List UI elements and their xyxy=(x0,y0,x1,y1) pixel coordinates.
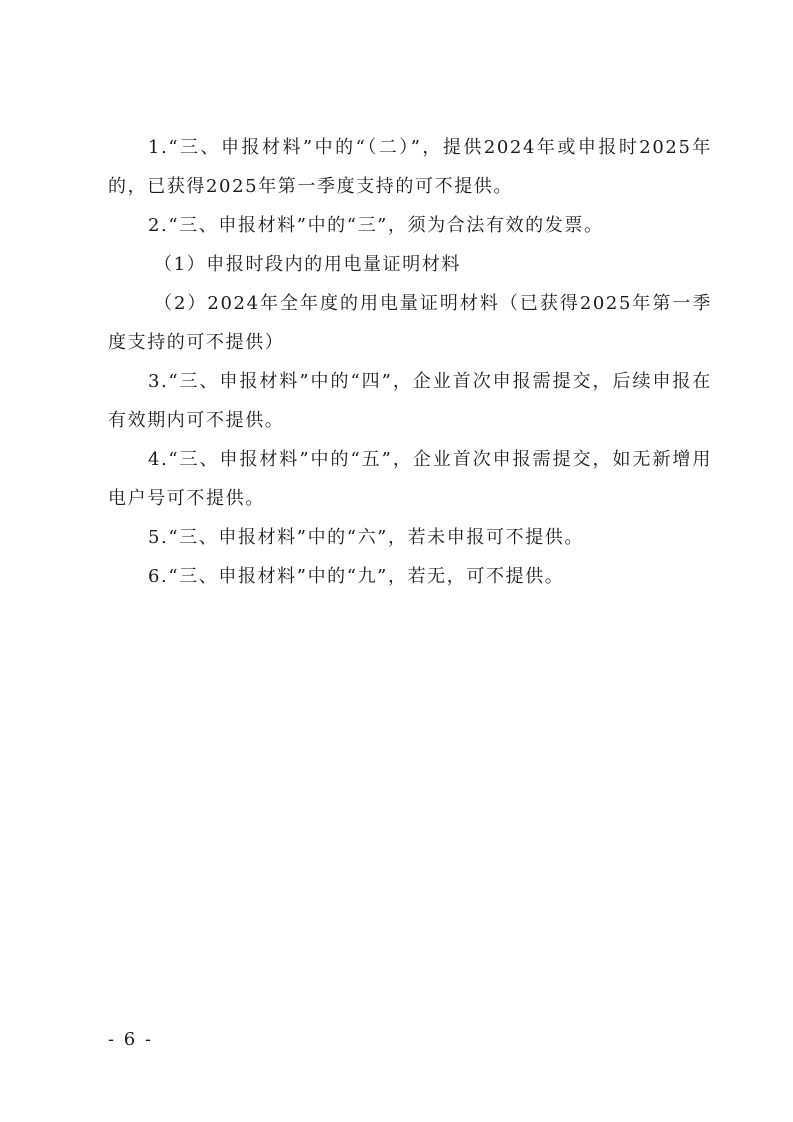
paragraph-item-5: 5.“三、申报材料”中的“六”，若未申报可不提供。 xyxy=(148,527,584,548)
paragraph-item-3: 3.“三、申报材料”中的“四”，企业首次申报需提交，后续申报在有效期内可不提供。 xyxy=(108,371,712,431)
page-number: - 6 - xyxy=(108,1029,154,1050)
document-body xyxy=(108,128,712,596)
paragraph-item-6: 6.“三、申报材料”中的“九”，若无，可不提供。 xyxy=(148,566,565,587)
paragraph-item-1: 1.“三、申报材料”中的“（二）”，提供2024年或申报时2025年的，已获得2025年第一季度支持的可不提供。 xyxy=(108,137,712,197)
paragraph-item-2: 2.“三、申报材料”中的“三”，须为合法有效的发票。 xyxy=(148,215,604,236)
paragraph-item-4: 4.“三、申报材料”中的“五”，企业首次申报需提交，如无新增用电户号可不提供。 xyxy=(108,449,712,509)
sub-item-1: （1）申报时段内的用电量证明材料 xyxy=(154,254,462,275)
sub-item-2: （2）2024年全年度的用电量证明材料（已获得2025年第一季度支持的可不提供） xyxy=(108,293,712,353)
